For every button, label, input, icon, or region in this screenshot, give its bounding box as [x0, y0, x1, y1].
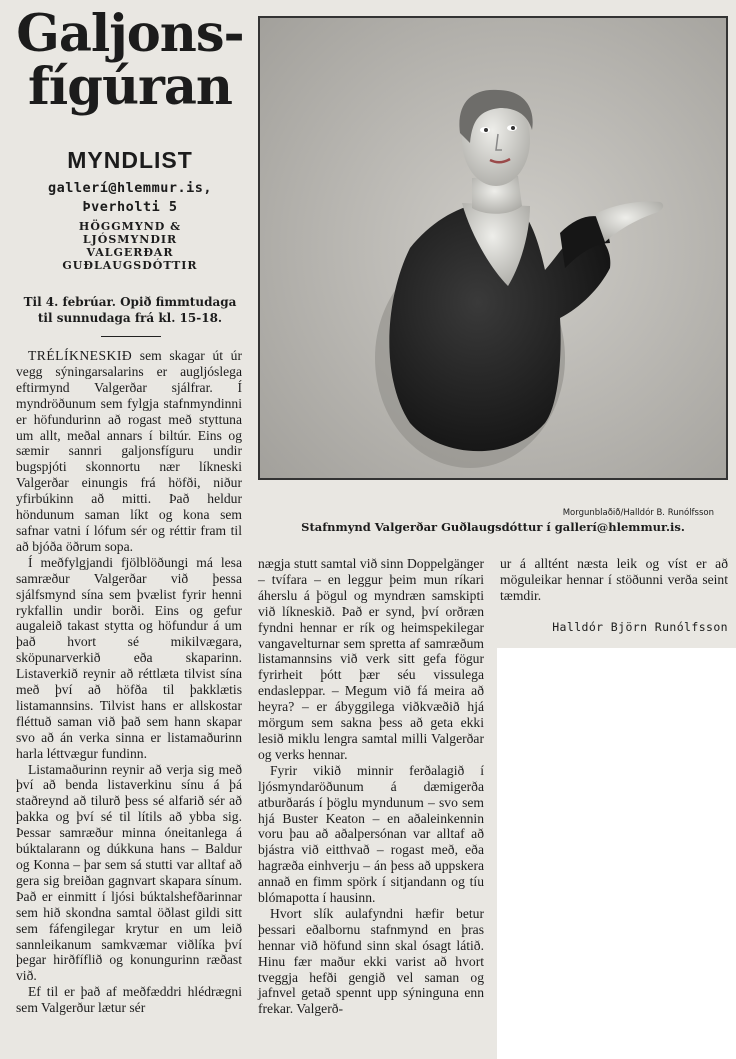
section-kicker: MYNDLIST [67, 147, 193, 173]
lead-in: TRÉLÍKNESKIÐ [28, 348, 133, 363]
subtitle-line-2: LJÓSMYNDIR [82, 233, 178, 246]
divider-rule [101, 336, 161, 337]
paragraph: Fyrir vikið minnir ferðalagið í ljósmyndaröðunum á dæmigerða atburðarás í þöglu myndunum – svo sem hjá Buster Keaton – en aðaleinkennin voru þau að aðalpersónan var alltaf að bjástra við eitthvað – rogast með, eða hagræða einhverju – án þess að uppskera annað en fimm spörk í sitjandann og tíu blómapotta í hausinn. [258, 762, 484, 906]
paragraph: TRÉLÍKNESKIÐ sem skagar út úr vegg sýningarsalarins er augljóslega eftirmynd Valgerðar sjálfrar. Í myndröðunum sem fylgja stafnmyndinni er höfundurinn að rogast með styttuna um allt, meðal annars í biltúr. Eins og sæmir sannri galjonsfíguru undir bugspjóti skonnortu nær líkneski Valgerðar einungis frá höfði, niður yfirbúkinn að mitti. Það heldur höndunum saman líkt og kona sem safnar vatni í lófum sér og réttir fram til að bjóða öðrum sopa. [16, 348, 242, 554]
exhibition-dates [14, 294, 246, 326]
subtitle-line-1: HÖGGMYND & [78, 220, 182, 233]
article-column-2 [258, 556, 484, 1017]
paragraph: nægja stutt samtal við sinn Doppelgänger – tvífara – en leggur þeim mun ríkari áherslu á þögul og myndræn samskipti við líkneskið. Það er synd, því orðræn fyndni hennar er rík og heimspekilegar vangavelturnar sem spretta af samræðum listamannsins við verk sitt gefa fögur fyrirheit þótt þær séu vissulega endasleppar. – Megum við fá meira að heyra? – er ábyggilega viðkvæðið hjá mörgum sem sakna þess að geta ekki lesið miklu lengra samtal milli Valgerðar og verks hennar. [258, 556, 484, 762]
photo-caption: Stafnmynd Valgerðar Guðlaugsdóttur í gallerí@hlemmur.is. [301, 520, 685, 534]
dates-line-2: til sunnudaga frá kl. 15-18. [37, 311, 223, 325]
dates-line-1: Til 4. febrúar. Opið fimmtudaga [23, 295, 237, 309]
venue-line-2: Þverholti 5 [82, 199, 178, 215]
headline-line-2: fígúran [27, 57, 233, 117]
exhibition-subtitle [14, 220, 246, 272]
article-column-1 [16, 348, 242, 1016]
paragraph: Ef til er það af meðfæddri hlédrægni sem Valgerður lætur sér [16, 984, 242, 1016]
paragraph: Hvort slík aulafyndni hæfir betur þessari eðalbornu stafnmynd en þras hennar við höfund sinn skal ósagt látið. Hinu fær maður ekki varist að hvort tveggja hefði gengið vel saman og jafnvel getað spennt upp sýninguna enn frekar. Valgerð- [258, 905, 484, 1017]
subtitle-line-3: VALGERÐAR [86, 246, 174, 259]
subtitle-line-4: GUÐLAUGSDÓTTIR [62, 259, 198, 272]
photo-credit: Morgunblaðið/Halldór B. Runólfsson [562, 508, 714, 518]
venue [14, 179, 246, 217]
article-column-3 [500, 556, 728, 604]
figurehead-illustration [260, 18, 726, 478]
headline [14, 4, 246, 117]
author-byline: Halldór Björn Runólfsson [552, 620, 728, 634]
sculpture-photo [258, 16, 728, 480]
paragraph: Í meðfylgjandi fjölblöðungi má lesa samræður Valgerðar við þessa sjálfsmynd sína sem þvælist fyrir henni rykfallin undir borði. Eins og gefur augaleið takast stytta og höfundur á um það hvort sé mikilvægara, sköpunarverkið eða skaparinn. Listaverkið reynir að réttlæta tilvist sína með því að höfða til þakklætis listamannsins. Tilvist hans er allskostar fléttuð saman við það sem hann skapar svo að án verka sinna er listamaðurinn harla léttvægur fundinn. [16, 554, 242, 761]
paragraph: ur á alltént næsta leik og víst er að möguleikar hennar í stöðunni verða seint tæmdir. [500, 556, 728, 603]
venue-line-1: gallerí@hlemmur.is, [48, 180, 212, 196]
headline-line-1: Galjons- [16, 4, 244, 64]
paragraph: Listamaðurinn reynir að verja sig með því að benda listaverkinu sínu á þá staðreynd að tilurð þess sé alfarið sér að þakka og því sé til lítils að ybba sig. Þessar samræður minna óneitanlega á búktalarann og dúkkuna hans – Baldur og Konna – þar sem sá stutti var alltaf að gera sig breiðan gagnvart skapara sínum. Það er einmitt í ljósi búktalshefðarinnar sem hið skondna samtal öðlast gildi sitt sem fáfengilegar krytur en um leið sannleikanum samkvæmar viðlíka því þegar hirðfíflið og konungurinn ræðast við. [16, 761, 242, 984]
